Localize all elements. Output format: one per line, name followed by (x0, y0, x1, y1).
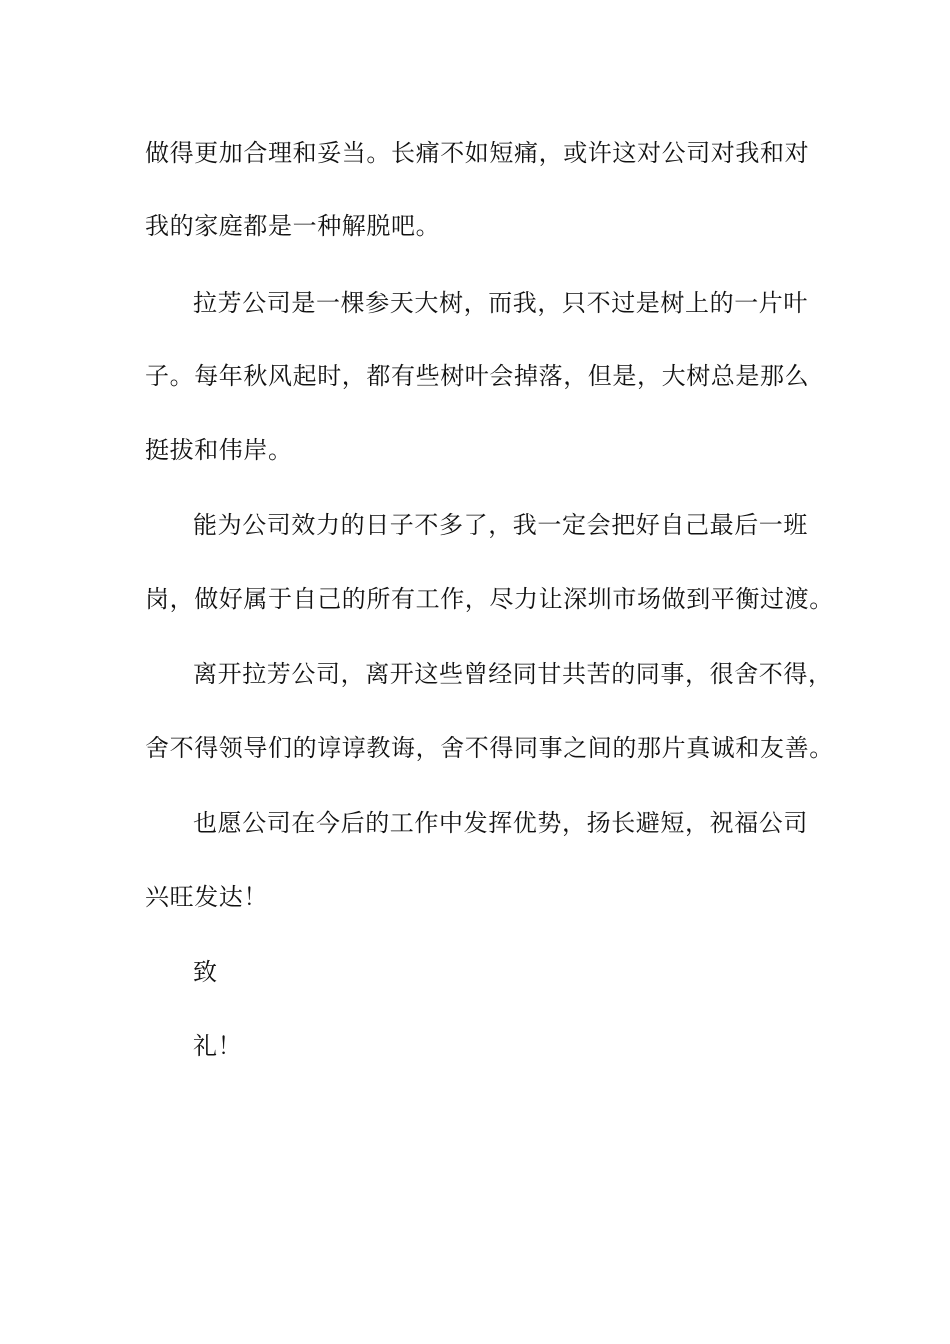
paragraph-line: 兴旺发达！ (145, 883, 268, 911)
paragraph-line: 子。每年秋风起时，都有些树叶会掉落，但是，大树总是那么 (145, 362, 810, 390)
paragraph-line: 能为公司效力的日子不多了，我一定会把好自己最后一班 (193, 511, 808, 539)
paragraph-line: 做得更加合理和妥当。长痛不如短痛，或许这对公司对我和对 (145, 139, 810, 167)
paragraph-line: 我的家庭都是一种解脱吧。 (145, 212, 441, 240)
closing-line: 致 (193, 958, 218, 986)
paragraph-line: 也愿公司在今后的工作中发挥优势，扬长避短，祝福公司 (193, 809, 808, 837)
closing-line: 礼！ (193, 1032, 243, 1060)
paragraph-line: 拉芳公司是一棵参天大树，而我，只不过是树上的一片叶 (193, 289, 808, 317)
paragraph-line: 岗，做好属于自己的所有工作，尽力让深圳市场做到平衡过渡。 (145, 585, 834, 613)
paragraph-line: 离开拉芳公司，离开这些曾经同甘共苦的同事，很舍不得， (193, 660, 833, 688)
paragraph-line: 挺拔和伟岸。 (145, 436, 293, 464)
paragraph-line: 舍不得领导们的谆谆教诲，舍不得同事之间的那片真诚和友善。 (145, 734, 834, 762)
